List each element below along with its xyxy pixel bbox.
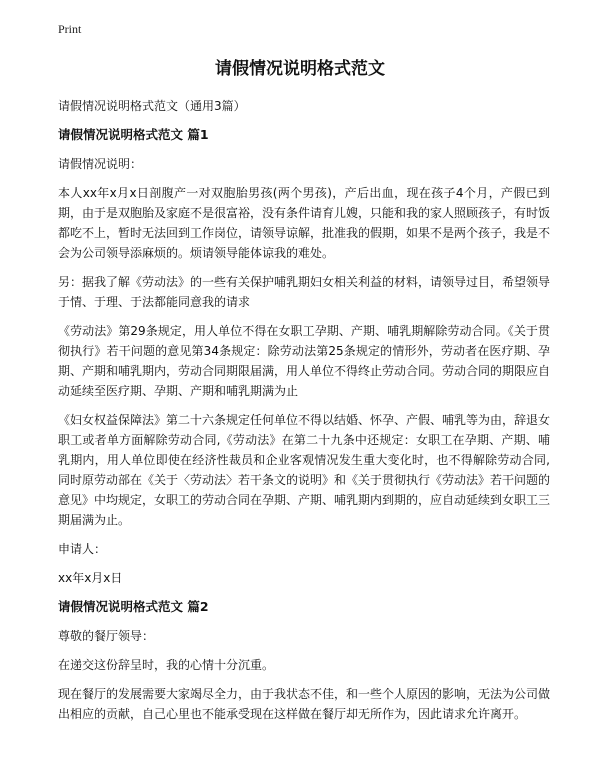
paragraph: 请假情况说明： (58, 157, 143, 171)
section-1-heading: 请假情况说明格式范文 篇1 (58, 127, 209, 142)
paragraph: 《劳动法》第29条规定，用人单位不得在女职工孕期、产期、哺乳期解除劳动合同。《关于贯彻执行》若干问题的意见第34条规定：除劳动法第25条规定的情形外，劳动者在医疗期、孕期、产期和哺乳期内，劳动合同期限届满，用人单位不得终止劳动合同。劳动合同的期限应自动延续至医疗期、孕期、产期和哺乳期满为止 (58, 324, 551, 398)
paragraph: 本人xx年x月x日剖腹产一对双胞胎男孩(两个男孩)，产后出血，现在孩子4个月，产假已到期，由于是双胞胎及家庭不是很富裕，没有条件请育儿嫂，只能和我的家人照顾孩子，有时饭都吃不上，暂时无法回到工作岗位，请领导谅解，批准我的假期，如果不是两个孩子，我是不会为公司领导添麻烦的。烦请领导能体谅我的难处。 (58, 186, 551, 260)
applicant-label: 申请人： (58, 542, 107, 556)
intro-line: 请假情况说明格式范文（通用3篇） (58, 99, 246, 113)
paragraph: 尊敬的餐厅领导： (58, 629, 155, 643)
page-title: 请假情况说明格式范文 (215, 59, 385, 79)
paragraph: 现在餐厅的发展需要大家竭尽全力，由于我状态不佳，和一些个人原因的影响，无法为公司做出相应的贡献，自己心里也不能承受现在这样做在餐厅却无所作为，因此请求允许离开。 (58, 687, 551, 721)
paragraph: 《妇女权益保障法》第二十六条规定任何单位不得以结婚、怀孕、产假、哺乳等为由，辞退女职工或者单方面解除劳动合同,《劳动法》在第二十九条中还规定：女职工在孕期、产期、哺乳期内，用人单位即使在经济性裁员和企业客观情况发生重大变化时，也不得解除劳动合同,同时原劳动部在《关于〈劳动法〉若干条文的说明》和《关于贯彻执行《劳动法》若干问题的意见》中均规定，女职工的劳动合同在孕期、产期、哺乳期内到期的，应自动延续到女职工三期届满为止。 (58, 413, 551, 527)
print-link[interactable]: Print (58, 22, 82, 36)
section-2-heading: 请假情况说明格式范文 篇2 (58, 599, 209, 614)
document-body (58, 96, 550, 733)
paragraph: 在递交这份辞呈时，我的心情十分沉重。 (58, 658, 275, 672)
date-line: xx年x月x日 (58, 571, 123, 585)
paragraph: 另：据我了解《劳动法》的一些有关保护哺乳期妇女相关利益的材料，请领导过目，希望领导于情、于理、于法都能同意我的请求 (58, 275, 551, 309)
